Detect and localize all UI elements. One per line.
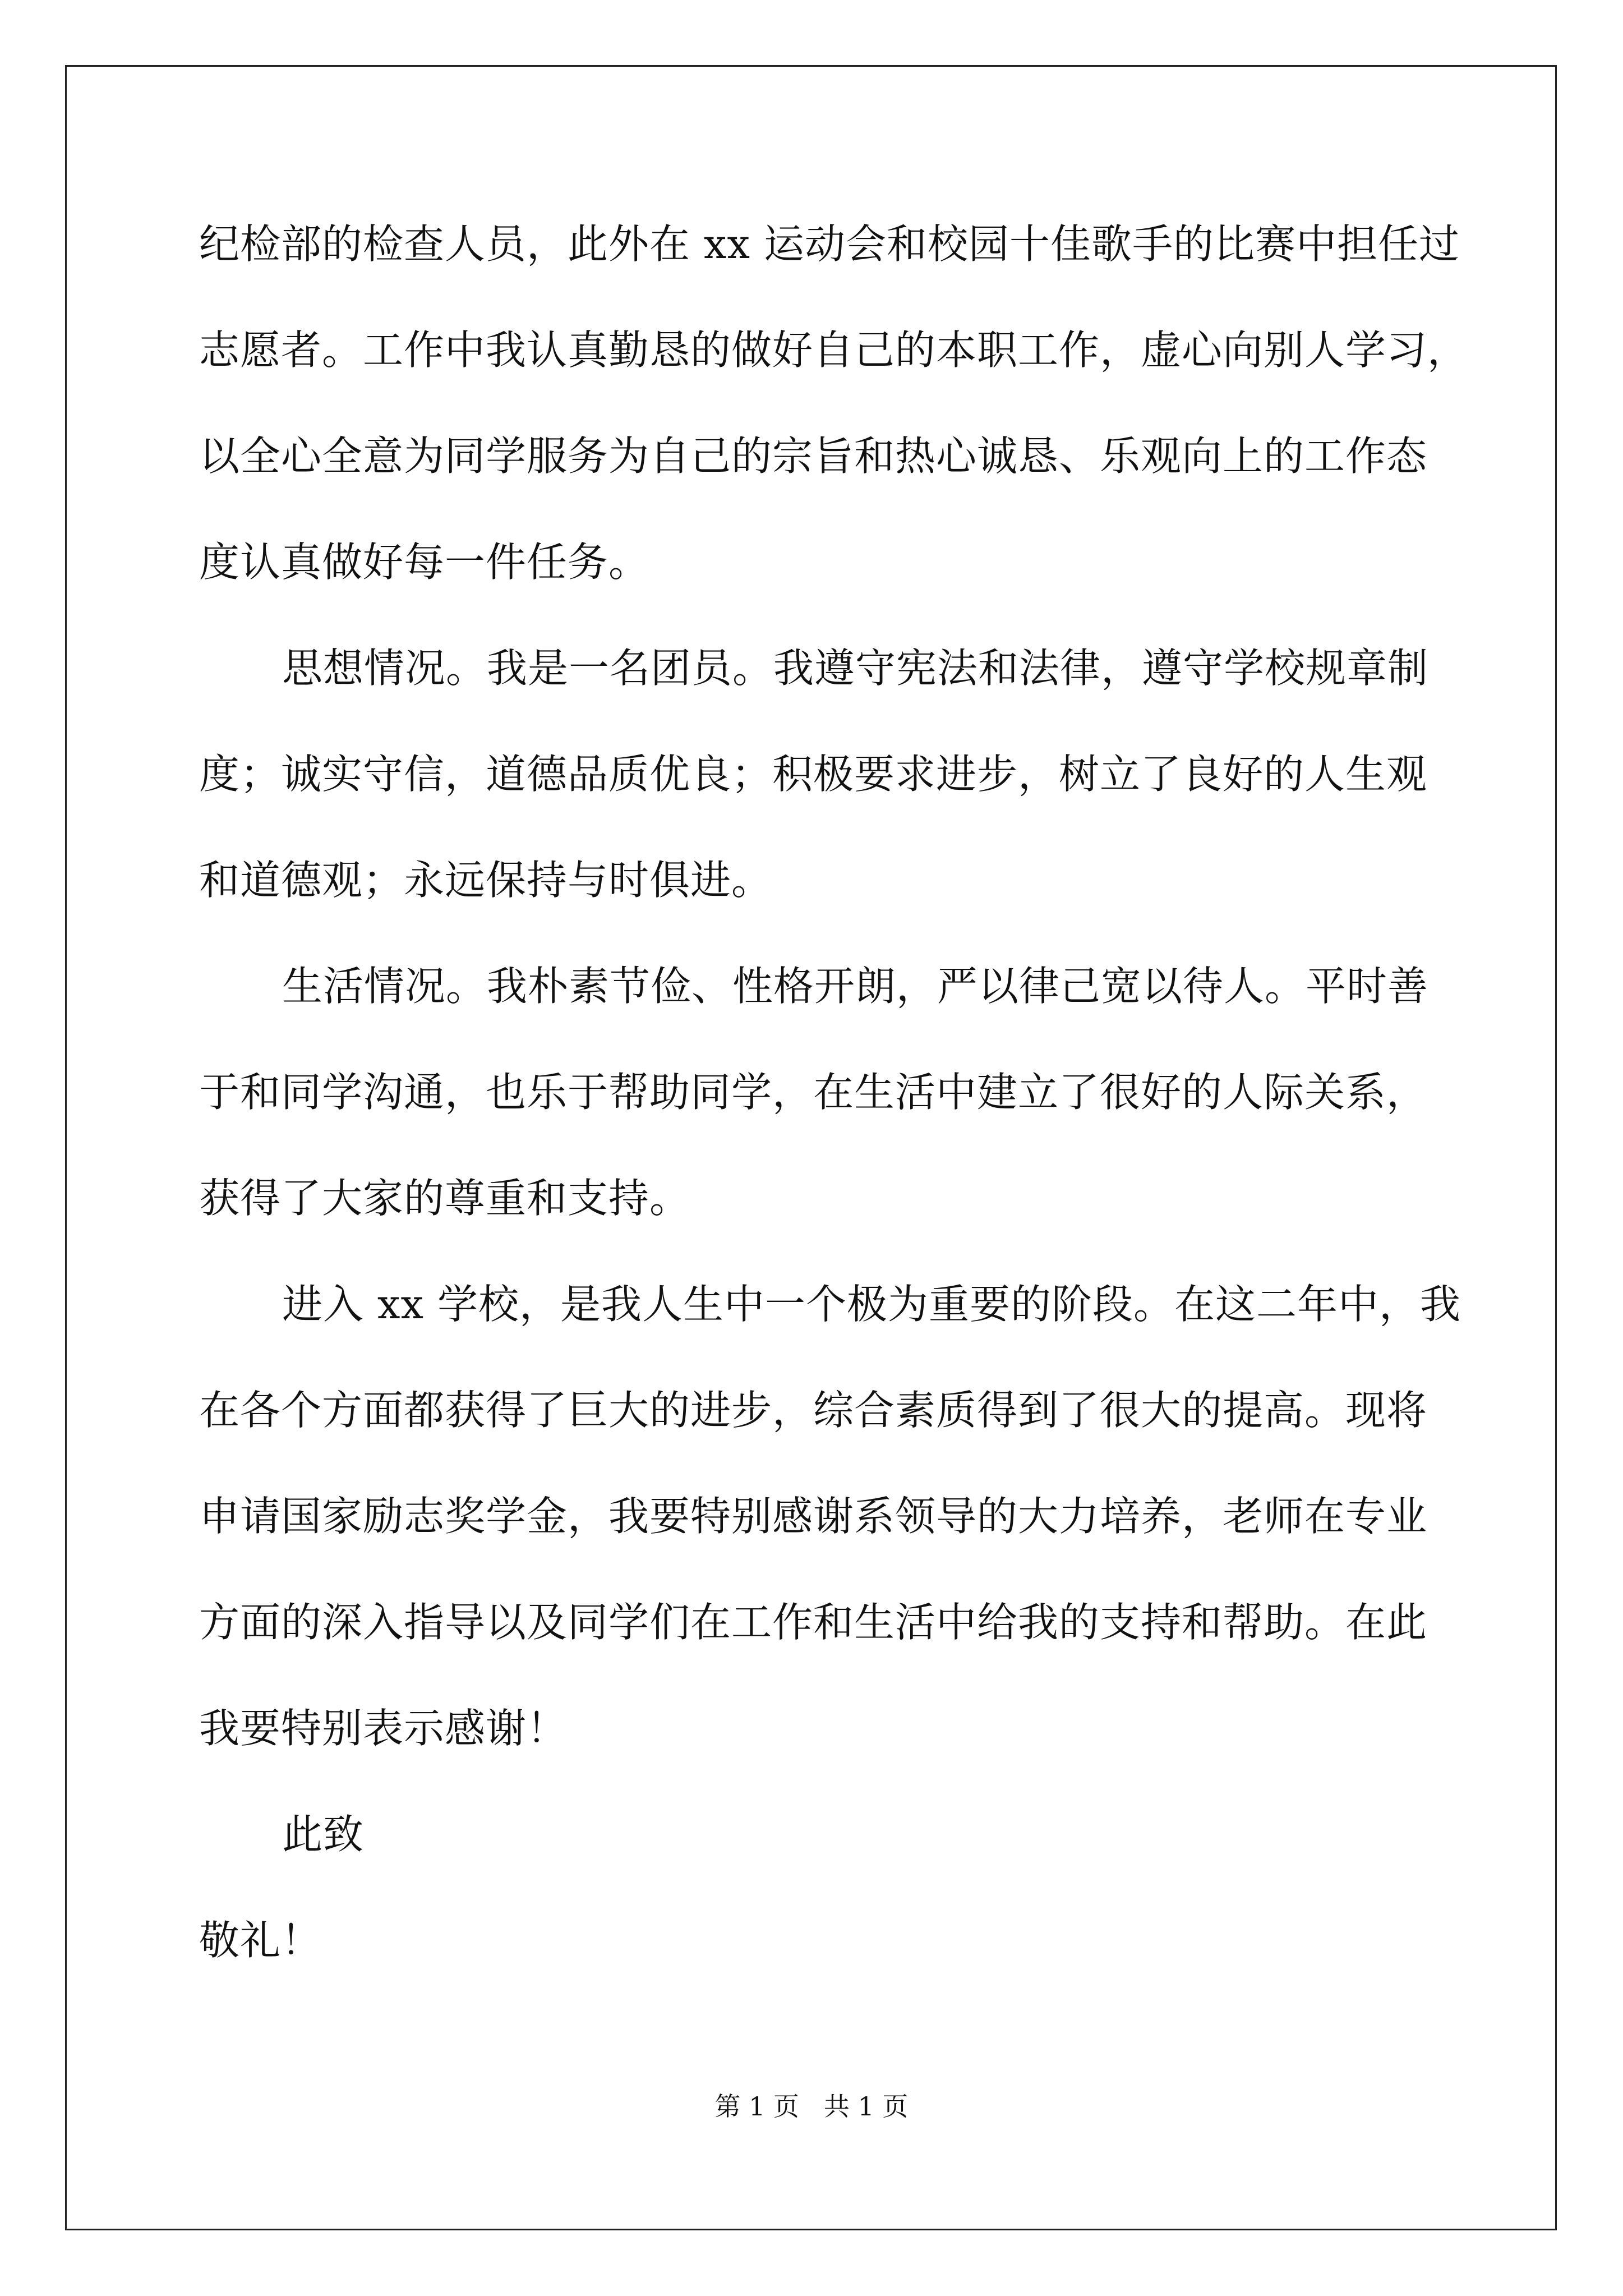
page-footer: 第 1 页 共 1 页 [714,2091,909,2122]
paragraph-1-line-4: 度认真做好每一件任务。 [199,539,650,586]
paragraph-3-line-1: 生活情况。我朴素节俭、性格开朗，严以律己宽以待人。平时善 [282,963,1429,1010]
salutation-text: 敬礼！ [199,1917,322,1964]
paragraph-3-line-2: 于和同学沟通，也乐于帮助同学，在生活中建立了很好的人际关系， [199,1069,1428,1116]
paragraph-4-line-5: 我要特别表示感谢！ [199,1705,568,1752]
paragraph-1-line-2: 志愿者。工作中我认真勤恳的做好自己的本职工作，虚心向别人学习， [199,326,1469,374]
paragraph-2-line-2: 度；诚实守信，道德品质优良；积极要求进步，树立了良好的人生观 [199,751,1428,798]
paragraph-3-line-3: 获得了大家的尊重和支持。 [199,1175,691,1222]
paragraph-4-line-3: 申请国家励志奖学金，我要特别感谢系领导的大力培养，老师在专业 [199,1493,1428,1540]
paragraph-1-line-3: 以全心全意为同学服务为自己的宗旨和热心诚恳、乐观向上的工作态 [199,432,1428,480]
paragraph-4-line-2: 在各个方面都获得了巨大的进步，综合素质得到了很大的提高。现将 [199,1387,1428,1434]
closing-text: 此致 [282,1811,365,1858]
paragraph-2-line-3: 和道德观；永远保持与时俱进。 [199,857,773,904]
paragraph-4-line-1: 进入 xx 学校，是我人生中一个极为重要的阶段。在这二年中，我 [282,1281,1461,1328]
paragraph-4-line-4: 方面的深入指导以及同学们在工作和生活中给我的支持和帮助。在此 [199,1599,1428,1646]
page-border [65,65,1557,2230]
paragraph-1-line-1: 纪检部的检查人员，此外在 xx 运动会和校园十佳歌手的比赛中担任过 [199,220,1460,268]
paragraph-2-line-1: 思想情况。我是一名团员。我遵守宪法和法律，遵守学校规章制 [282,645,1429,692]
